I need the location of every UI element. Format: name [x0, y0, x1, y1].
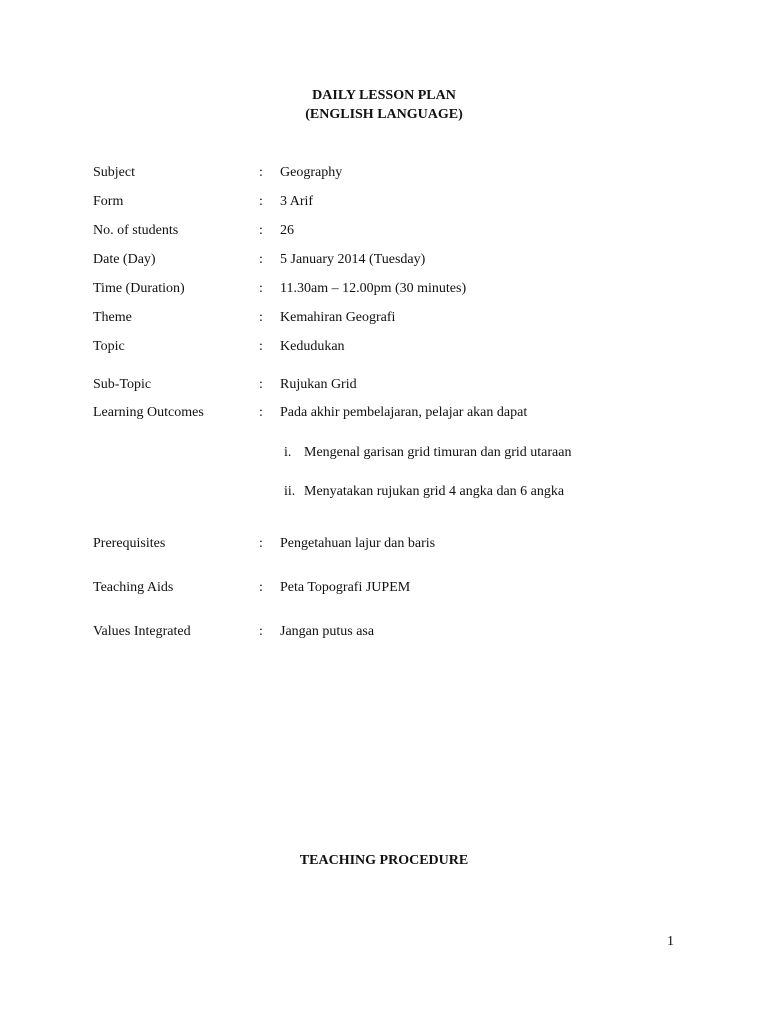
field-value: Pengetahuan lajur dan baris: [280, 536, 436, 551]
field-label: Time (Duration): [93, 281, 185, 296]
field-value: 5 January 2014 (Tuesday): [280, 252, 426, 267]
field-label: Sub-Topic: [93, 377, 152, 392]
field-label: Values Integrated: [93, 624, 191, 639]
list-item-number: ii.: [284, 484, 296, 499]
field-colon: :: [259, 252, 263, 267]
list-item-text: Mengenal garisan grid timuran dan grid utaraan: [304, 445, 572, 460]
page-number: 1: [667, 934, 674, 949]
field-colon: :: [259, 580, 263, 595]
field-value: Peta Topografi JUPEM: [280, 580, 411, 595]
field-label: No. of students: [93, 223, 179, 238]
field-colon: :: [259, 536, 263, 551]
list-item-number: i.: [284, 445, 292, 460]
field-colon: :: [259, 310, 263, 325]
field-colon: :: [259, 165, 263, 180]
field-label: Learning Outcomes: [93, 405, 204, 420]
field-value: Kedudukan: [280, 339, 345, 354]
field-label: Theme: [93, 310, 132, 325]
section-title: TEACHING PROCEDURE: [299, 853, 469, 868]
field-label: Form: [93, 194, 124, 209]
field-value: 3 Arif: [280, 194, 314, 209]
field-label: Topic: [93, 339, 125, 354]
field-colon: :: [259, 281, 263, 296]
field-value: 26: [280, 223, 294, 238]
field-colon: :: [259, 223, 263, 238]
field-label: Prerequisites: [93, 536, 166, 551]
field-value: 11.30am – 12.00pm (30 minutes): [280, 281, 467, 296]
field-value: Kemahiran Geografi: [280, 310, 396, 325]
field-colon: :: [259, 624, 263, 639]
field-value: Pada akhir pembelajaran, pelajar akan dapat: [280, 405, 528, 420]
field-colon: :: [259, 194, 263, 209]
field-colon: :: [259, 339, 263, 354]
list-item-text: Menyatakan rujukan grid 4 angka dan 6 angka: [304, 484, 565, 499]
field-value: Jangan putus asa: [280, 624, 375, 639]
field-label: Teaching Aids: [93, 580, 174, 595]
document-title: DAILY LESSON PLAN: [312, 88, 456, 103]
field-colon: :: [259, 405, 263, 420]
field-value: Rujukan Grid: [280, 377, 357, 392]
document-subtitle: (ENGLISH LANGUAGE): [305, 107, 463, 122]
field-value: Geography: [280, 165, 343, 180]
field-label: Date (Day): [93, 252, 156, 267]
field-label: Subject: [93, 165, 135, 180]
field-colon: :: [259, 377, 263, 392]
